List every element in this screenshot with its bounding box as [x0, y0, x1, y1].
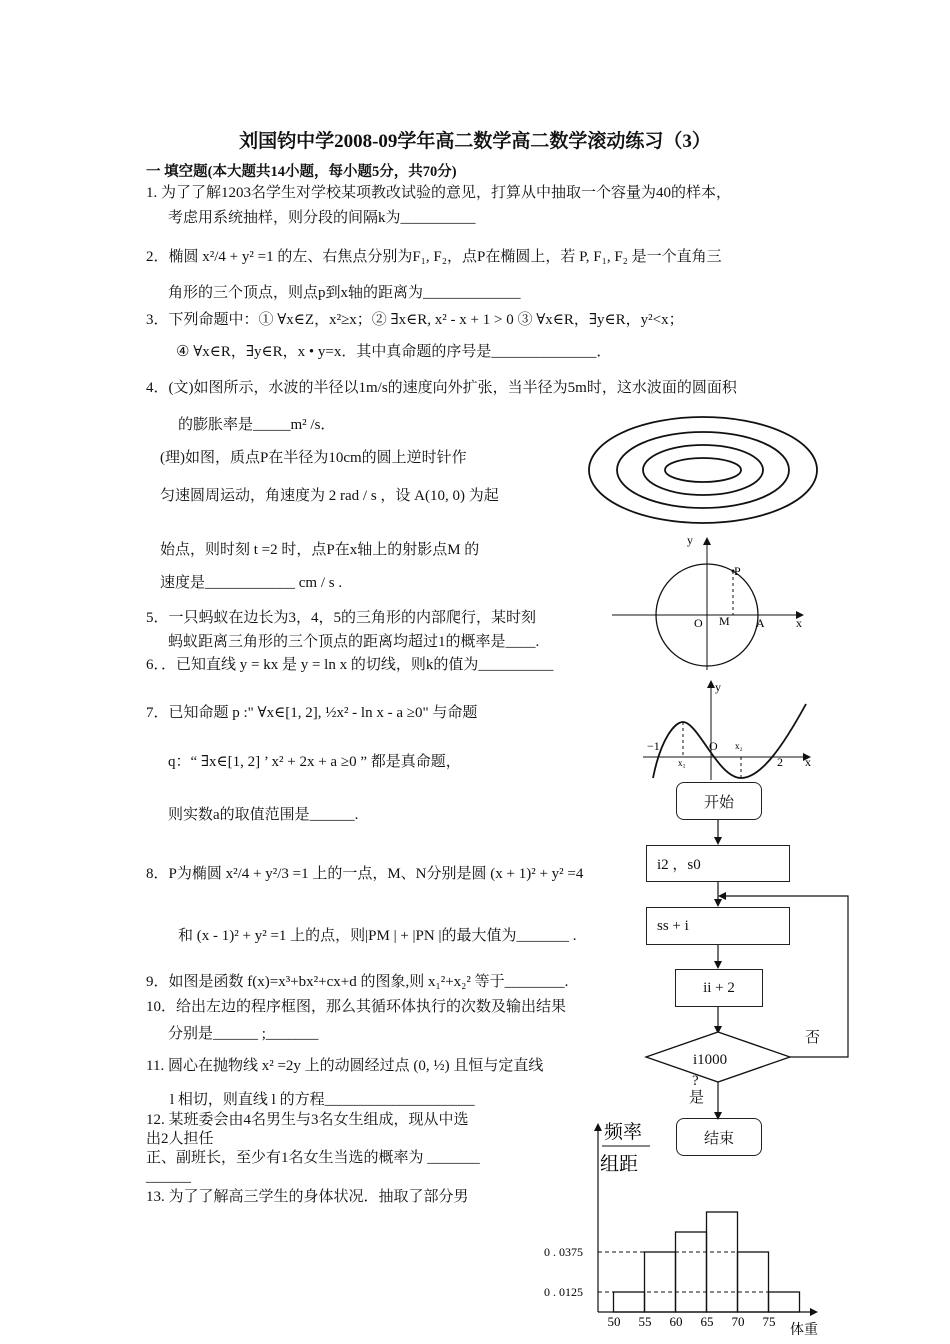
q10-line1: 10．给出左边的程序框图，那么其循环体执行的次数及输出结果 [146, 999, 567, 1015]
q12-line3: 正、副班长，至少有1名女生当选的概率为 _______ [146, 1150, 480, 1166]
histogram-bar-55 [645, 1252, 676, 1312]
histogram-bar-75 [769, 1292, 800, 1312]
histogram-y-arrow [594, 1123, 602, 1131]
histogram-x-arrow [810, 1308, 818, 1316]
cubic-o-label: O [709, 739, 718, 753]
histogram-x-tick-65: 65 [700, 1314, 714, 1329]
histogram-ylabel-bottom: 组距 [600, 1154, 639, 1175]
circle-p-label: P [734, 564, 741, 578]
q2-line1: 2．椭圆 x²/4 + y² =1 的左、右焦点分别为F₁, F₂，点P在椭圆上，若 P, F₁, F₂ 是一个直角三 [146, 249, 722, 265]
q12-line1: 12. 某班委会由4名男生与3名女生组成，现从中选 [146, 1112, 469, 1128]
flowchart-end: 结束 [676, 1118, 762, 1156]
circle-a-label: A [756, 616, 765, 630]
q5-line2: 蚂蚁距离三角形的三个顶点的距离均超过1的概率是____. [168, 634, 540, 650]
circle-m-label: M [719, 614, 730, 628]
q3-line1: 3．下列命题中：① ∀x∈Z，x²≥x；② ∃x∈R, x² - x + 1 > 0 ③ ∀x∈R，∃y∈R，y²<x； [146, 312, 684, 328]
histogram-bar-50 [614, 1292, 645, 1312]
histogram-x-tick-70: 70 [731, 1314, 745, 1329]
q7-line3: 则实数a的取值范围是______. [168, 807, 359, 823]
histogram-bar-60 [676, 1232, 707, 1312]
histogram-bar-65 [707, 1212, 738, 1312]
histogram-xlabel: 体重 [790, 1323, 818, 1338]
q4-line4: 匀速圆周运动，角速度为 2 rad / s ，设 A(10, 0) 为起 [160, 488, 499, 504]
q11-line2: l 相切，则直线 l 的方程____________________ [170, 1092, 475, 1108]
q2-line2: 角形的三个顶点，则点p到x轴的距离为_____________ [168, 285, 521, 301]
q8-line1: 8．P为椭圆 x²/4 + y²/3 =1 上的一点，M、N分别是圆 (x + 1)² + y² =4 [146, 866, 584, 882]
cubic-x1-label: x₁ [678, 758, 686, 768]
histogram-bar-70 [738, 1252, 769, 1312]
flowchart-no-label: 否 [805, 1030, 821, 1046]
q4-line5: 始点，则时刻 t =2 时，点P在x轴上的射影点M 的 [160, 542, 480, 558]
cubic-x2-label: x₂ [735, 741, 743, 751]
q4-line2: 的膨胀率是_____m² /s． [178, 417, 336, 433]
circle-x-label: x [796, 616, 802, 630]
q3-line2: ④ ∀x∈R，∃y∈R，x • y=x．其中真命题的序号是______________． [176, 344, 612, 360]
flowchart-yes-label: 是 [689, 1090, 705, 1106]
q5-line1: 5．一只蚂蚁在边长为3，4，5的三角形的内部爬行，某时刻 [146, 610, 537, 626]
q1-line1: 1. 为了了解1203名学生对学校某项教改试验的意见，打算从中抽取一个容量为40的样本， [146, 185, 732, 201]
cubic-y-label: y [715, 680, 721, 694]
q6-line1: 6．．已知直线 y = kx 是 y = ln x 的切线，则k的值为__________ [146, 657, 554, 673]
q4-line3: (理)如图，质点P在半径为10cm的圆上逆时针作 [160, 450, 467, 466]
histogram-x-tick-55: 55 [638, 1314, 652, 1329]
q13-line1: 13. 为了了解高三学生的身体状况．抽取了部分男 [146, 1189, 469, 1205]
flowchart-init: i2 ，s0 [646, 845, 790, 882]
q7-line2: q：“ ∃x∈[1, 2] ’ x² + 2x + a ≥0 ” 都是真命题， [168, 754, 461, 770]
q10-line2: 分别是______ ;_______ [168, 1026, 319, 1042]
flowchart-step-i: ii + 2 [675, 969, 763, 1007]
flowchart-start: 开始 [676, 782, 762, 820]
histogram-x-tick-75: 75 [762, 1314, 776, 1329]
histogram-y-tick-0: 0 . 0375 [544, 1245, 583, 1259]
cubic-two-label: 2 [777, 755, 783, 769]
q1-line2: 考虑用系统抽样，则分段的间隔k为__________ [168, 210, 476, 226]
histogram-ylabel-top: 频率 [604, 1122, 643, 1143]
page-title: 刘国钧中学2008-09学年高二数学高二数学滚动练习（3） [239, 131, 711, 152]
circle-o-label: O [694, 616, 703, 630]
q7-line1: 7．已知命题 p :" ∀x∈[1, 2], ½x² - ln x - a ≥0" 与命题 [146, 705, 478, 721]
flowchart-condition: i1000 [693, 1052, 728, 1068]
q9-line1: 9．如图是函数 f(x)=x³+bx²+cx+d 的图象,则 x₁²+x₂² 等于________. [146, 974, 569, 990]
histogram-y-tick-1: 0 . 0125 [544, 1285, 583, 1299]
histogram-x-tick-60: 60 [669, 1314, 683, 1329]
q12-line4: ______ [146, 1169, 191, 1185]
circle-y-label: y [687, 533, 693, 547]
histogram-x-tick-50: 50 [607, 1314, 621, 1329]
q12-line2: 出2人担任 [146, 1131, 214, 1147]
q8-line2: 和 (x - 1)² + y² =1 上的点，则|PM | + |PN |的最大值为_______ . [178, 928, 577, 944]
q11-line1: 11. 圆心在抛物线 x² =2y 上的动圆经过点 (0, ½) 且恒与定直线 [146, 1058, 544, 1074]
q4-line1: 4．(文)如图所示，水波的半径以1m/s的速度向外扩张，当半径为5m时，这水波面的圆面积 [146, 380, 737, 396]
q4-line6: 速度是____________ cm / s . [160, 575, 343, 591]
flowchart-step-s: ss + i [646, 907, 790, 945]
cubic-x-label: x [805, 755, 811, 769]
cubic-neg1-label: −1 [647, 739, 660, 753]
flowchart-condition-qmark: ? [692, 1073, 699, 1089]
section-heading: 一 填空题(本大题共14小题，每小题5分，共70分) [146, 164, 457, 180]
